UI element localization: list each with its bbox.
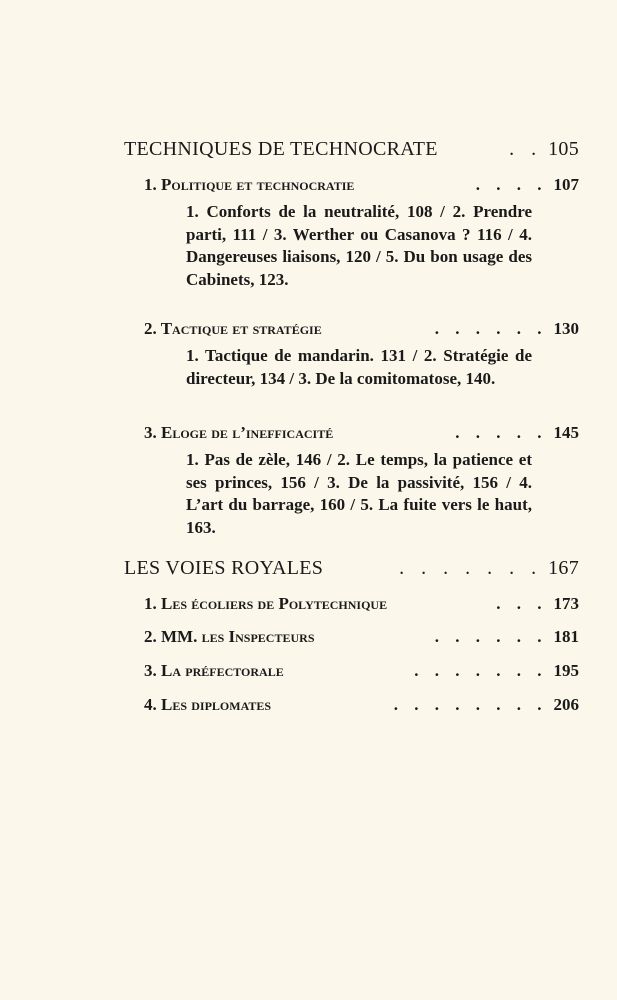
- chapter-title: [144, 423, 333, 443]
- chapter-summary: 1. Conforts de la neutralité, 108 / 2. Prendre parti, 111 / 3. Werther ou Casanova ? 116 / 4. Dangereuses liaisons, 120 / 5. Du bon usage des Cabinets, 123.: [186, 202, 532, 289]
- chapter-number: 1.: [144, 594, 157, 613]
- page-number: 195: [553, 661, 579, 680]
- page-number: 206: [553, 695, 579, 714]
- chapter-title: [144, 661, 284, 681]
- page-number: 107: [553, 175, 579, 194]
- chapter-name: MM. les Inspecteurs: [161, 627, 315, 646]
- chapter-title: [144, 594, 387, 614]
- section-title: TECHNIQUES DE TECHNOCRATE: [124, 138, 438, 160]
- chapter-number: 4.: [144, 695, 157, 714]
- section-heading: [124, 557, 579, 580]
- chapter-name: Les diplomates: [161, 695, 272, 714]
- chapter-initial: P: [161, 175, 172, 194]
- page-number: 167: [548, 557, 579, 579]
- leader-dots: . . . . . . .: [414, 661, 548, 680]
- chapter-number: 2.: [144, 627, 157, 646]
- leader-dots: . . . . . . . .: [393, 695, 548, 714]
- chapter-name: Les écoliers de Polytechnique: [161, 594, 388, 613]
- section-title: LES VOIES ROYALES: [124, 557, 324, 579]
- chapter-entry: [144, 695, 579, 715]
- leader-dots: . . . . . .: [434, 319, 548, 338]
- page-number: 145: [553, 423, 579, 442]
- chapter-title: [144, 319, 322, 339]
- leader-dots: . . . . . .: [434, 627, 548, 646]
- chapter-number: 3.: [144, 423, 157, 442]
- leader-dots: . . .: [496, 594, 548, 613]
- chapter-title: [144, 175, 354, 195]
- chapter-entry: [144, 661, 579, 681]
- chapter-entry: [144, 594, 579, 614]
- chapter-initial: T: [160, 319, 173, 338]
- chapter-entry: [144, 175, 579, 195]
- chapter-title: [144, 695, 271, 715]
- chapter-number: 3.: [144, 661, 157, 680]
- chapter-name: olitique et technocratie: [171, 175, 355, 194]
- chapter-name: loge de l’inefficacité: [172, 423, 334, 442]
- page-number: 105: [548, 138, 579, 160]
- chapter-title: [144, 627, 315, 647]
- chapter-entry: [144, 423, 579, 443]
- leader-dots: . . . . .: [455, 423, 548, 442]
- page-number: 130: [553, 319, 579, 338]
- chapter-summary: 1. Pas de zèle, 146 / 2. Le temps, la patience et ses princes, 156 / 3. De la passivité, 156 / 4. L’art du barrage, 160 / 5. La fuite vers le haut, 163.: [186, 450, 532, 537]
- chapter-name: La préfectorale: [161, 661, 284, 680]
- chapter-entry: [144, 319, 579, 339]
- page-number: 181: [553, 627, 579, 646]
- section-heading: [124, 138, 579, 161]
- chapter-number: 1.: [144, 175, 157, 194]
- chapter-name: actique et stratégie: [172, 319, 322, 338]
- leader-dots: . . . . . . .: [399, 557, 543, 579]
- page-number: 173: [553, 594, 579, 613]
- leader-dots: . .: [509, 138, 543, 160]
- chapter-entry: [144, 627, 579, 647]
- chapter-number: 2.: [144, 319, 157, 338]
- leader-dots: . . . .: [475, 175, 548, 194]
- chapter-summary: 1. Tactique de mandarin. 131 / 2. Stratégie de directeur, 134 / 3. De la comitomatose, 140.: [186, 346, 532, 388]
- chapter-initial: E: [161, 423, 173, 442]
